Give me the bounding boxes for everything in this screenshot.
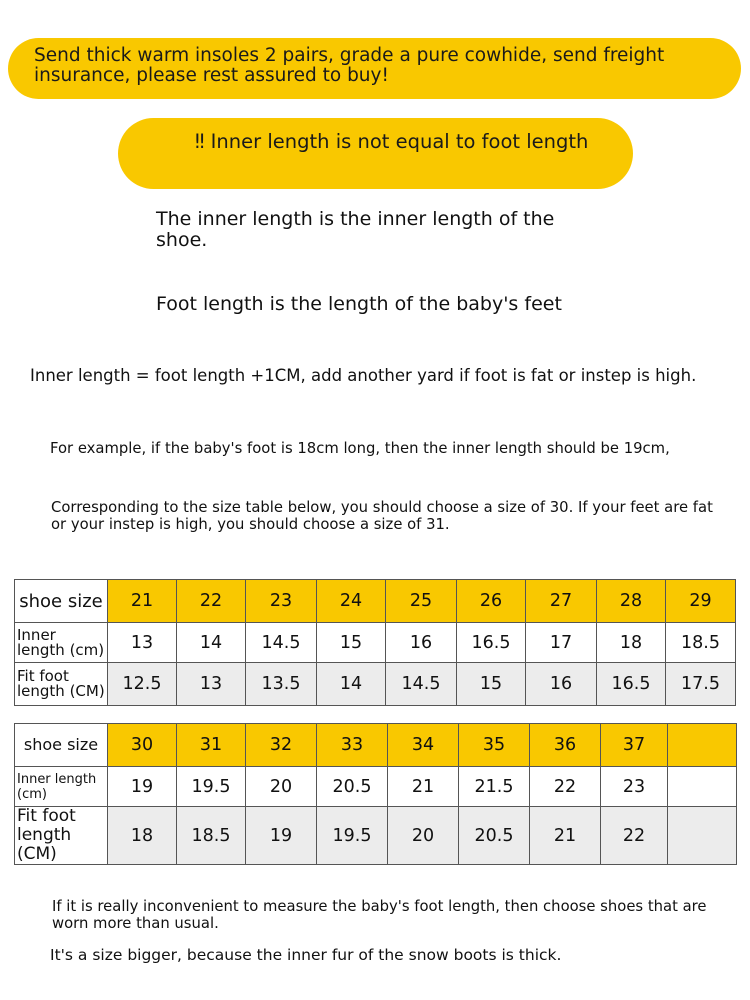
inner-length-cell: 18 <box>597 623 666 663</box>
size-cell: 30 <box>108 724 177 767</box>
fit-length-cell: 19.5 <box>317 807 388 865</box>
table-row-fit-foot-length <box>15 663 736 706</box>
fit-length-cell: 16 <box>526 663 597 706</box>
size-cell: 22 <box>177 580 246 623</box>
inner-length-cell: 16.5 <box>457 623 526 663</box>
inner-length-cell: 23 <box>601 767 668 807</box>
empty-cell <box>668 807 737 865</box>
size-table-2 <box>14 723 737 865</box>
fit-length-cell: 20.5 <box>459 807 530 865</box>
fit-length-cell: 22 <box>601 807 668 865</box>
table-row-shoe-size <box>15 580 736 623</box>
fit-length-cell: 21 <box>530 807 601 865</box>
inner-length-label: Inner length (cm) <box>15 623 108 663</box>
size-cell: 34 <box>388 724 459 767</box>
fit-length-cell: 13 <box>177 663 246 706</box>
foot-length-definition: Foot length is the length of the baby's feet <box>156 293 562 315</box>
warning-banner-text: ‼ Inner length is not equal to foot length <box>195 130 589 153</box>
size-cell: 21 <box>108 580 177 623</box>
table-row-shoe-size <box>15 724 737 767</box>
fit-length-cell: 18 <box>108 807 177 865</box>
inner-length-cell: 16 <box>386 623 457 663</box>
table-row-inner-length <box>15 623 736 663</box>
inner-length-cell: 20 <box>246 767 317 807</box>
size-cell: 26 <box>457 580 526 623</box>
fit-length-cell: 16.5 <box>597 663 666 706</box>
fit-length-cell: 13.5 <box>246 663 317 706</box>
inner-length-cell: 22 <box>530 767 601 807</box>
fit-length-cell: 18.5 <box>177 807 246 865</box>
size-cell: 31 <box>177 724 246 767</box>
fit-length-cell: 19 <box>246 807 317 865</box>
warning-banner <box>118 118 633 189</box>
size-cell: 33 <box>317 724 388 767</box>
shoe-size-label: shoe size <box>15 580 108 623</box>
shoe-size-label: shoe size <box>15 724 108 767</box>
inner-length-cell: 18.5 <box>666 623 736 663</box>
inner-length-cell: 20.5 <box>317 767 388 807</box>
fit-length-cell: 14 <box>317 663 386 706</box>
size-cell: 29 <box>666 580 736 623</box>
size-formula: Inner length = foot length +1CM, add another yard if foot is fat or instep is high. <box>30 366 697 385</box>
example-text: For example, if the baby's foot is 18cm long, then the inner length should be 19cm, <box>50 440 670 457</box>
fit-length-cell: 17.5 <box>666 663 736 706</box>
table-row-inner-length <box>15 767 737 807</box>
reason-note: It's a size bigger, because the inner fur of the snow boots is thick. <box>50 946 562 964</box>
inner-length-cell: 17 <box>526 623 597 663</box>
inner-length-label: Inner length (cm) <box>15 767 108 807</box>
promo-banner <box>8 38 741 99</box>
inner-length-definition: The inner length is the inner length of the shoe. <box>156 208 555 251</box>
size-cell: 32 <box>246 724 317 767</box>
size-cell: 35 <box>459 724 530 767</box>
inner-length-cell: 14 <box>177 623 246 663</box>
inner-length-cell: 21 <box>388 767 459 807</box>
size-cell: 36 <box>530 724 601 767</box>
fit-length-cell: 20 <box>388 807 459 865</box>
measure-note: If it is really inconvenient to measure the baby's foot length, then choose shoes that are worn more than usual. <box>52 898 707 932</box>
empty-cell <box>668 767 737 807</box>
inner-length-cell: 21.5 <box>459 767 530 807</box>
promo-banner-text: Send thick warm insoles 2 pairs, grade a pure cowhide, send freight insurance, please rest assured to buy! <box>34 45 665 86</box>
size-cell: 27 <box>526 580 597 623</box>
inner-length-cell: 14.5 <box>246 623 317 663</box>
fit-foot-length-label: Fit foot length (CM) <box>15 807 108 865</box>
empty-cell <box>668 724 737 767</box>
size-table-1 <box>14 579 736 706</box>
inner-length-cell: 15 <box>317 623 386 663</box>
fit-length-cell: 12.5 <box>108 663 177 706</box>
fit-foot-length-label: Fit foot length (CM) <box>15 663 108 706</box>
size-cell: 28 <box>597 580 666 623</box>
size-cell: 25 <box>386 580 457 623</box>
inner-length-cell: 13 <box>108 623 177 663</box>
inner-length-cell: 19.5 <box>177 767 246 807</box>
inner-length-cell: 19 <box>108 767 177 807</box>
corresponding-text: Corresponding to the size table below, you should choose a size of 30. If your feet are fat or your instep is high, you should choose a size of 31. <box>51 499 713 533</box>
fit-length-cell: 15 <box>457 663 526 706</box>
fit-length-cell: 14.5 <box>386 663 457 706</box>
size-cell: 24 <box>317 580 386 623</box>
size-cell: 23 <box>246 580 317 623</box>
size-cell: 37 <box>601 724 668 767</box>
table-row-fit-foot-length <box>15 807 737 865</box>
